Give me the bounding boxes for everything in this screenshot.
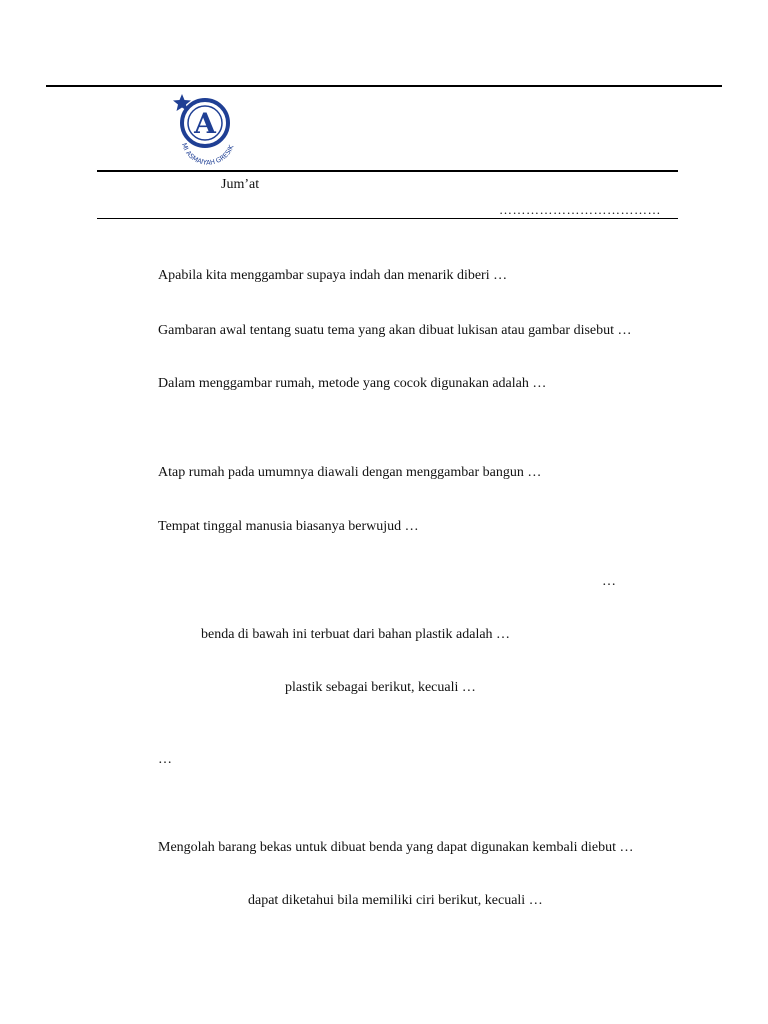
question-text: Dalam menggambar rumah, metode yang cocok digunakan adalah … [158,376,547,391]
question-text: Apabila kita menggambar supaya indah dan menarik diberi … [158,268,508,283]
logo-letter: A [194,107,216,140]
question-fragment: … [158,752,172,767]
question-text: Mengolah barang bekas untuk dibuat benda yang dapat digunakan kembali diebut … [158,840,634,855]
question-text: dapat diketahui bila memiliki ciri berikut, kecuali … [248,893,543,908]
top-rule [46,85,722,87]
question-fragment: … [602,574,616,589]
header-rule-lower [97,218,678,219]
question-text: Gambaran awal tentang suatu tema yang akan dibuat lukisan atau gambar disebut … [158,323,632,338]
logo-ring-text: MI ASMAIYAH GRESIK [179,142,236,166]
question-text: Atap rumah pada umumnya diawali dengan menggambar bangun … [158,465,542,480]
header-rule-upper [97,170,678,172]
blank-line-dots: ……………………………… [499,202,661,217]
question-text: Tempat tinggal manusia biasanya berwujud … [158,519,419,534]
question-text: plastik sebagai berikut, kecuali … [285,680,476,695]
question-text: benda di bawah ini terbuat dari bahan plastik adalah … [201,627,511,642]
school-logo [168,92,242,166]
day-label: Jum’at [221,177,260,192]
school-logo-icon [168,92,242,166]
